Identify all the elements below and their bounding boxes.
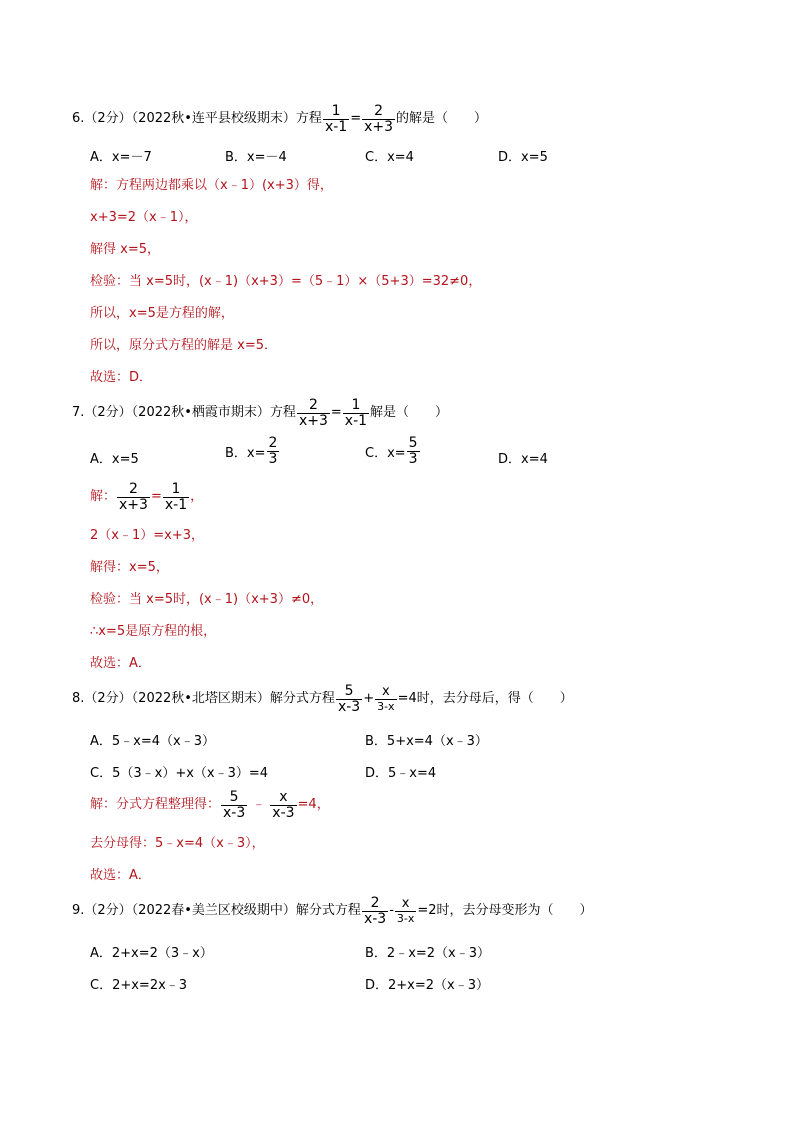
denominator: x+3: [298, 413, 328, 429]
solution-head: 解：: [90, 489, 117, 504]
answer-line: 故选：A．: [90, 656, 151, 671]
numerator: 1: [351, 397, 361, 413]
fraction: [221, 790, 247, 820]
option-c: [365, 436, 421, 466]
fraction: [336, 684, 362, 714]
question-number: 6.: [72, 111, 85, 126]
solution-line: 检验：当 x=5时，(x﹣1)（x+3）=（5﹣1）×（5+3）=32≠0，: [90, 274, 482, 289]
denominator: 3: [408, 451, 418, 467]
denominator: x-3: [223, 805, 246, 821]
solution-line: 2（x﹣1）=x+3，: [90, 528, 204, 543]
question-9-stem: [72, 896, 593, 926]
numerator: 1: [331, 103, 341, 119]
numerator: 2: [308, 397, 318, 413]
option-d: D．x=4: [498, 452, 548, 467]
denominator: x-1: [164, 497, 188, 513]
answer-line: 故选：D．: [90, 370, 153, 385]
solution-head: 解：分式方程整理得：: [90, 797, 221, 812]
denominator: x-1: [324, 119, 348, 135]
option-d: D．2+x=2（x﹣3）: [365, 978, 489, 993]
question-tail: 时，去分母变形为（ ）: [436, 903, 593, 918]
solution-first-line: [90, 790, 330, 820]
option-d: D．5﹣x=4: [365, 766, 437, 781]
question-tail: 解是（ ）: [370, 405, 449, 420]
minus-sign: ﹣: [252, 797, 266, 812]
equals-two: =2: [417, 903, 437, 918]
fraction: [343, 398, 369, 428]
option-c: C．5（3﹣x）+x（x﹣3）=4: [90, 766, 269, 781]
question-tail: 的解是（ ）: [396, 111, 488, 126]
numerator: x: [401, 896, 410, 911]
equals-sign: =: [350, 111, 362, 126]
solution-tail: ，: [190, 489, 204, 504]
denominator: x-3: [272, 805, 295, 821]
option-c: C．x=4: [365, 150, 414, 165]
solution-tail: =4，: [297, 797, 330, 812]
solution-line: 所以，x=5是方程的解，: [90, 306, 234, 321]
numerator: 5: [229, 789, 239, 805]
numerator: 2: [268, 435, 278, 451]
solution-line: 解得：x=5，: [90, 560, 169, 575]
numerator: 1: [171, 481, 181, 497]
denominator: x-3: [337, 699, 361, 715]
solution-line: 检验：当 x=5时，(x﹣1)（x+3）≠0，: [90, 592, 324, 607]
fraction: [323, 104, 349, 134]
denominator: x+3: [364, 119, 394, 135]
numerator: 2: [129, 481, 138, 497]
fraction: [375, 684, 396, 714]
numerator: x: [279, 789, 288, 805]
question-number: 9.: [72, 903, 85, 918]
fraction: [270, 790, 296, 820]
solution-line: 所以，原分式方程的解是 x=5．: [90, 338, 277, 353]
option-a: A．x=－7: [90, 150, 152, 165]
question-number: 7.: [72, 405, 85, 420]
numerator: 5: [408, 435, 418, 451]
option-a: A．2+x=2（3﹣x）: [90, 946, 213, 961]
question-meta: （2分）（2022秋•北塔区期末）解分式方程: [84, 691, 335, 706]
minus-sign: -: [389, 903, 394, 918]
option-d: D．x=5: [498, 150, 548, 165]
solution-line: ∴x=5是原方程的根，: [90, 624, 217, 639]
fraction: [163, 482, 189, 512]
numerator: 2: [374, 103, 384, 119]
denominator: 3: [268, 451, 278, 467]
equals-sign: =: [150, 489, 162, 504]
question-8-stem: [72, 684, 573, 714]
question-tail: 时，去分母后，得（ ）: [416, 691, 573, 706]
denominator: x+3: [119, 497, 148, 513]
option-a: A．x=5: [90, 452, 139, 467]
solution-line: x+3=2（x﹣1），: [90, 210, 198, 225]
solution-line: 解得 x=5，: [90, 242, 160, 257]
solution-first-line: [90, 482, 203, 512]
fraction: [117, 482, 150, 512]
option-a: A．5﹣x=4（x﹣3）: [90, 734, 215, 749]
option-b: B．2﹣x=2（x﹣3）: [365, 946, 491, 961]
denominator: x-3: [363, 911, 387, 927]
fraction: [395, 896, 416, 926]
option-b: [225, 436, 280, 466]
numerator: 5: [344, 683, 354, 699]
question-number: 8.: [72, 691, 85, 706]
option-label: B．x=: [225, 445, 266, 461]
question-meta: （2分）（2022春•美兰区校级期中）解分式方程: [84, 903, 361, 918]
option-c: C．2+x=2x﹣3: [90, 978, 188, 993]
denominator: x-1: [344, 413, 368, 429]
option-b: B．x=－4: [225, 150, 287, 165]
fraction: [362, 896, 388, 926]
denominator: 3-x: [396, 912, 415, 925]
question-meta: （2分）（2022秋•栖霞市期末）方程: [84, 405, 296, 420]
question-meta: （2分）（2022秋•连平县校级期末）方程: [84, 111, 322, 126]
option-b: B．5+x=4（x﹣3）: [365, 734, 488, 749]
question-7-stem: [72, 398, 448, 428]
numerator: 2: [370, 895, 380, 911]
fraction: [297, 398, 330, 428]
numerator: x: [381, 684, 390, 699]
solution-line: 去分母得：5﹣x=4（x﹣3），: [90, 836, 265, 851]
question-6-stem: [72, 104, 487, 134]
answer-line: 故选：A．: [90, 868, 151, 883]
equals-sign: =: [330, 405, 342, 420]
fraction: [407, 436, 420, 466]
equals-four: =4: [397, 691, 417, 706]
option-label: C．x=: [365, 445, 406, 461]
plus-sign: +: [363, 691, 375, 706]
denominator: 3-x: [377, 700, 395, 713]
solution-line: 解：方程两边都乘以（x﹣1）(x+3）得，: [90, 178, 333, 193]
fraction: [267, 436, 280, 466]
fraction: [362, 104, 395, 134]
